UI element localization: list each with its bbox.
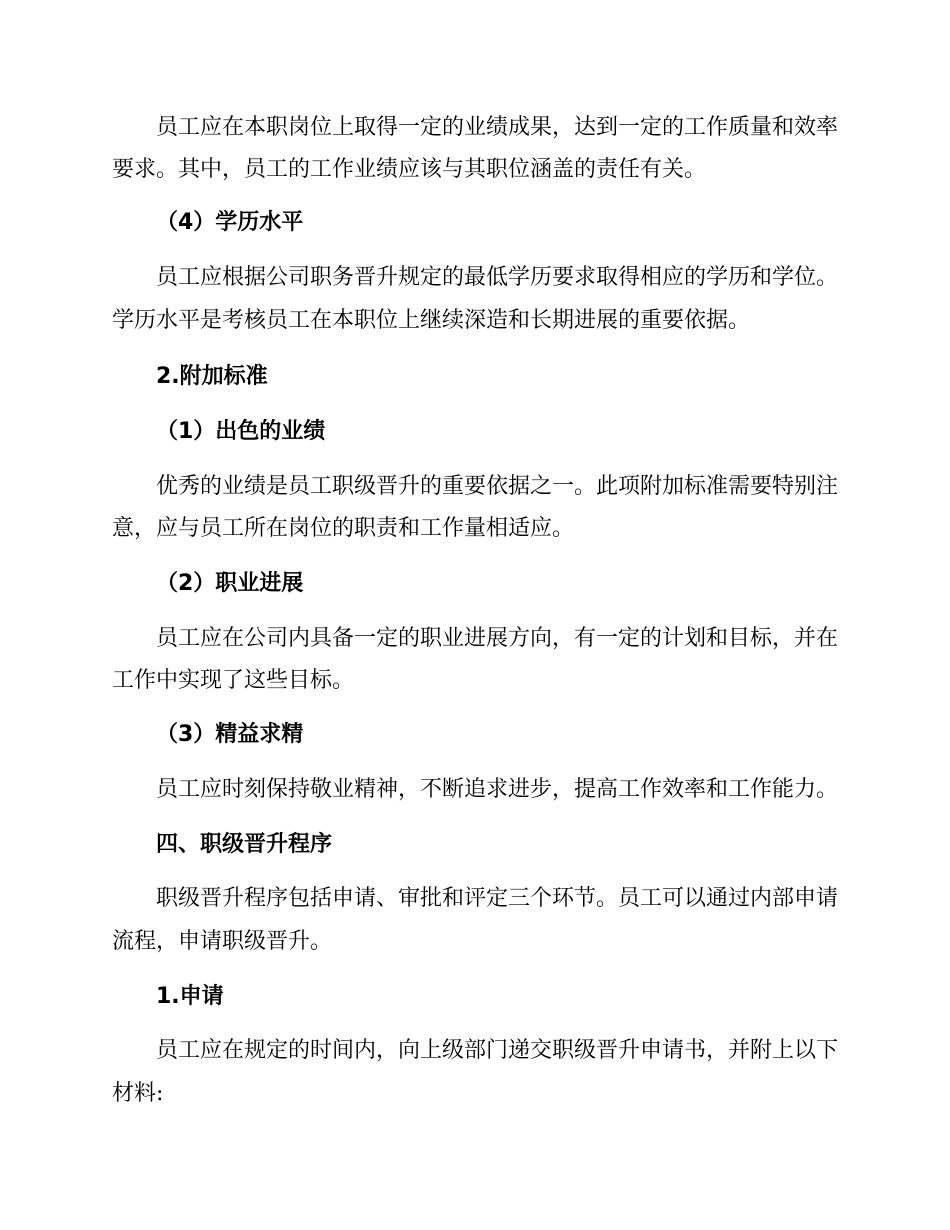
section-heading: （3）精益求精 <box>156 722 304 747</box>
section-heading: （4）学历水平 <box>156 210 304 235</box>
paragraph-line: 员工应根据公司职务晋升规定的最低学历要求取得相应的学历和学位。 <box>156 265 839 290</box>
paragraph-line: 学历水平是考核员工在本职位上继续深造和长期进展的重要依据。 <box>112 308 751 333</box>
section-heading: （2）职业进展 <box>156 571 304 596</box>
paragraph-line: 材料: <box>112 1081 164 1106</box>
paragraph-line: 优秀的业绩是员工职级晋升的重要依据之一。此项附加标准需要特别注 <box>156 474 839 499</box>
section-heading: 四、职级晋升程序 <box>156 832 333 857</box>
paragraph-line: 流程，申请职级晋升。 <box>112 929 333 954</box>
paragraph-line: 职级晋升程序包括申请、审批和评定三个环节。员工可以通过内部申请 <box>156 886 839 911</box>
paragraph-line: 要求。其中，员工的工作业绩应该与其职位涵盖的责任有关。 <box>112 157 707 182</box>
paragraph-line: 员工应在公司内具备一定的职业进展方向，有一定的计划和目标，并在 <box>156 626 839 651</box>
section-heading: （1）出色的业绩 <box>156 419 326 444</box>
paragraph-line: 工作中实现了这些目标。 <box>112 668 355 693</box>
paragraph-line: 意，应与员工所在岗位的职责和工作量相适应。 <box>112 516 575 541</box>
paragraph-line: 员工应时刻保持敬业精神，不断追求进步，提高工作效率和工作能力。 <box>156 777 839 802</box>
paragraph-line: 员工应在本职岗位上取得一定的业绩成果，达到一定的工作质量和效率 <box>156 115 839 140</box>
section-heading: 1.申请 <box>156 984 224 1009</box>
paragraph-line: 员工应在规定的时间内，向上级部门递交职级晋升申请书，并附上以下 <box>156 1038 839 1063</box>
section-heading: 2.附加标准 <box>156 364 268 389</box>
